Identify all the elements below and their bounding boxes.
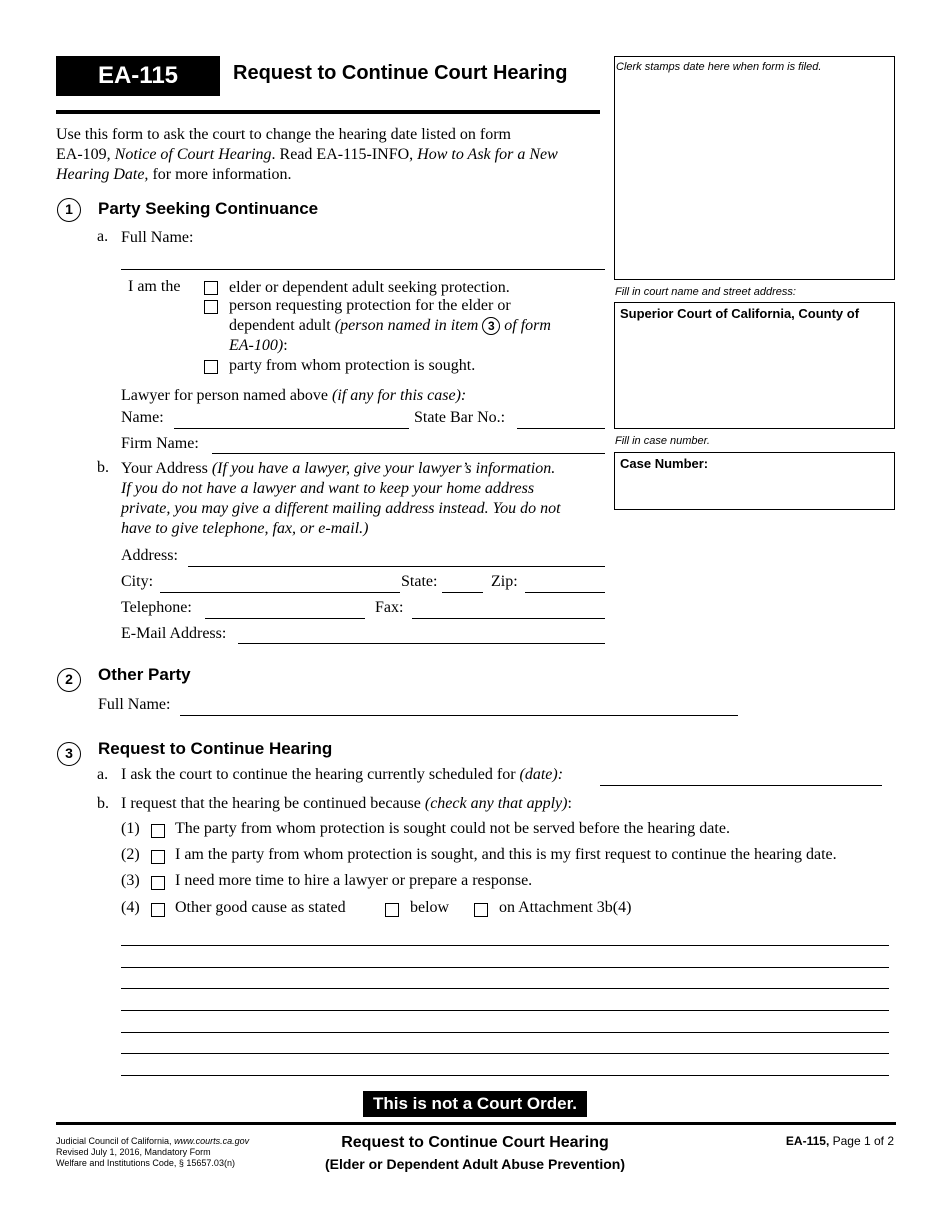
restrained-party-checkbox[interactable]	[204, 360, 218, 374]
elder-checkbox[interactable]	[204, 281, 218, 295]
explanation-line[interactable]	[121, 945, 889, 946]
section-3-number: 3	[57, 742, 81, 766]
explanation-line[interactable]	[121, 1010, 889, 1011]
footer-subtitle: (Elder or Dependent Adult Abuse Prevention)	[325, 1156, 625, 1172]
footer-rule	[56, 1122, 896, 1125]
firm-name-label: Firm Name:	[121, 435, 199, 452]
footer-left	[56, 1136, 249, 1169]
reason-1-label: The party from whom protection is sought could not be served before the hearing date.	[175, 820, 730, 837]
s3-b-marker: b.	[97, 795, 109, 812]
zip-label: Zip:	[491, 573, 518, 590]
form-number-badge	[56, 56, 220, 96]
section-3-title: Request to Continue Hearing	[98, 739, 333, 758]
other-party-name-label: Full Name:	[98, 696, 171, 713]
footer-form-number: EA-115,	[785, 1134, 830, 1148]
requester-checkbox[interactable]	[204, 300, 218, 314]
item-3-circle: 3	[482, 317, 500, 335]
reason-3-checkbox[interactable]	[151, 876, 165, 890]
s1-full-name-field[interactable]	[121, 269, 605, 270]
i-am-the-label: I am the	[128, 278, 181, 295]
case-number-box[interactable]	[614, 452, 895, 510]
intro-line-2: EA-109, Notice of Court Hearing. Read EA-115-INFO, How to Ask for a New	[56, 146, 558, 163]
city-label: City:	[121, 573, 154, 590]
city-field[interactable]	[160, 592, 400, 593]
telephone-field[interactable]	[205, 618, 365, 619]
hearing-date-field[interactable]	[600, 785, 882, 786]
clerk-stamp-box[interactable]	[614, 56, 895, 280]
footer-publisher: Judicial Council of California, www.courts.ca.gov	[56, 1136, 250, 1146]
court-name-note: Fill in court name and street address:	[615, 286, 796, 298]
reason-1-checkbox[interactable]	[151, 824, 165, 838]
reason-4-checkbox[interactable]	[151, 903, 165, 917]
state-bar-label: State Bar No.:	[414, 409, 506, 426]
reason-3-number: (3)	[121, 872, 140, 889]
address-label: Address:	[121, 547, 178, 564]
explanation-line[interactable]	[121, 1053, 889, 1054]
section-2-number: 2	[57, 668, 81, 692]
reason-2-label: I am the party from whom protection is sought, and this is my first request to continue the hearing date.	[175, 846, 837, 863]
s1-full-name-label: Full Name:	[121, 229, 194, 246]
clerk-stamp-note: Clerk stamps date here when form is filed.	[616, 61, 822, 73]
footer-page	[700, 1134, 894, 1148]
s3-a-marker: a.	[97, 766, 109, 783]
firm-name-field[interactable]	[212, 453, 605, 454]
reason-2-checkbox[interactable]	[151, 850, 165, 864]
reason-4-below-label: below	[410, 899, 450, 916]
reason-3-label: I need more time to hire a lawyer or prepare a response.	[175, 872, 533, 889]
intro-text	[56, 125, 606, 185]
s3-b-text: I request that the hearing be continued because (check any that apply):	[121, 795, 572, 812]
intro-line-3: Hearing Date, for more information.	[56, 166, 292, 183]
footer-revised: Revised July 1, 2016, Mandatory Form	[56, 1147, 211, 1157]
footer-page-number: Page 1 of 2	[829, 1134, 894, 1148]
state-field[interactable]	[442, 592, 483, 593]
intro-line-1: Use this form to ask the court to change the hearing date listed on form	[56, 126, 511, 143]
section-1-number: 1	[57, 198, 81, 222]
zip-field[interactable]	[525, 592, 605, 593]
reason-4-number: (4)	[121, 899, 140, 916]
header-rule	[56, 110, 600, 114]
not-court-order-banner: This is not a Court Order.	[363, 1091, 587, 1117]
case-number-note: Fill in case number.	[615, 435, 710, 447]
address-field[interactable]	[188, 566, 605, 567]
email-field[interactable]	[238, 643, 605, 644]
section-2-title: Other Party	[98, 665, 191, 684]
your-address-instructions: Your Address (If you have a lawyer, give your lawyer’s information. If you do not have a lawyer and want to keep your home address private, you may give a different mailing address instead. You do not have to give telephone, fax, or e-mail.)	[121, 460, 561, 537]
lawyer-name-field[interactable]	[174, 428, 409, 429]
lawyer-name-label: Name:	[121, 409, 164, 426]
s1-a-marker: a.	[97, 228, 109, 245]
state-label: State:	[401, 573, 438, 590]
reason-2-number: (2)	[121, 846, 140, 863]
reason-4-attachment-label: on Attachment 3b(4)	[499, 899, 632, 916]
other-party-name-field[interactable]	[180, 715, 738, 716]
s1-b-marker: b.	[97, 459, 109, 476]
explanation-line[interactable]	[121, 1075, 889, 1076]
s3-a-text: I ask the court to continue the hearing currently scheduled for (date):	[121, 766, 564, 783]
email-label: E-Mail Address:	[121, 625, 227, 642]
reason-1-number: (1)	[121, 820, 140, 837]
reason-4-below-checkbox[interactable]	[385, 903, 399, 917]
court-name-label: Superior Court of California, County of	[620, 306, 860, 321]
lawyer-heading: Lawyer for person named above (if any for this case):	[121, 387, 467, 404]
form-number: EA-115	[97, 62, 179, 89]
explanation-line[interactable]	[121, 1032, 889, 1033]
fax-field[interactable]	[412, 618, 605, 619]
form-title: Request to Continue Court Hearing	[233, 62, 568, 84]
fax-label: Fax:	[375, 599, 404, 616]
explanation-line[interactable]	[121, 988, 889, 989]
reason-4-attachment-checkbox[interactable]	[474, 903, 488, 917]
restrained-party-label: party from whom protection is sought.	[229, 357, 476, 374]
explanation-line[interactable]	[121, 967, 889, 968]
reason-4-label: Other good cause as stated	[175, 899, 346, 916]
section-1-title: Party Seeking Continuance	[98, 199, 319, 218]
state-bar-field[interactable]	[517, 428, 605, 429]
elder-option-label: elder or dependent adult seeking protection.	[229, 279, 510, 296]
requester-option-label: person requesting protection for the elder or dependent adult (person named in item 3 of form EA-100):	[229, 297, 551, 354]
footer-code: Welfare and Institutions Code, § 15657.03(n)	[56, 1158, 235, 1168]
footer-title: Request to Continue Court Hearing	[341, 1134, 609, 1151]
telephone-label: Telephone:	[121, 599, 192, 616]
case-number-label: Case Number:	[620, 456, 709, 471]
court-name-box[interactable]	[614, 302, 895, 429]
